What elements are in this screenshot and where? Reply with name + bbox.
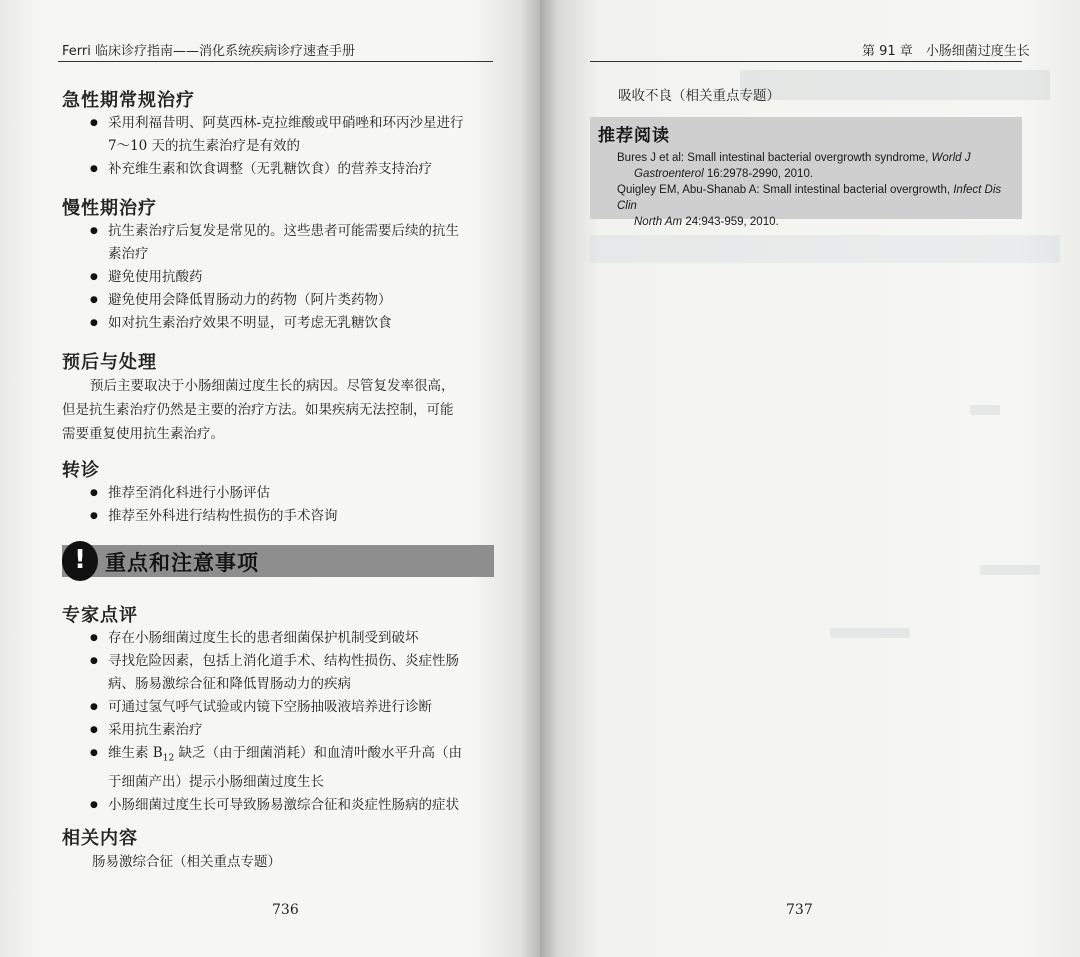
section-title-chronic: 慢性期治疗: [62, 198, 157, 219]
referral-list: [90, 482, 495, 528]
carry-over-item: 吸收不良（相关重点专题）: [618, 88, 780, 104]
section-title-acute: 急性期常规治疗: [62, 90, 195, 111]
list-item: ● 抗生素治疗后复发是常见的。这些患者可能需要后续的抗生 素治疗: [90, 220, 495, 266]
prognosis-line-3: 需要重复使用抗生素治疗。: [62, 426, 224, 442]
page-number-right: 737: [786, 902, 813, 918]
list-item: ● 补充维生素和饮食调整（无乳糖饮食）的营养支持治疗: [90, 158, 495, 181]
prognosis-line-2: 但是抗生素治疗仍然是主要的治疗方法。如果疾病无法控制，可能: [62, 402, 454, 418]
list-item: ● 维生素 $B_{12}$ 缺乏（由于细菌消耗）和血清叶酸水平升高（由 于细菌产出）提示小肠细菌过度生长: [90, 742, 495, 794]
running-head-right: 第 91 章 小肠细菌过度生长: [862, 44, 1030, 59]
reference-2: Quigley EM, Abu-Shanab A: Small intestinal bacterial overgrowth, Infect Dis Clin North Am 24:943-959, 2010.: [617, 184, 1002, 228]
list-item: ● 存在小肠细菌过度生长的患者细菌保护机制受到破坏: [90, 627, 495, 650]
list-item: ● 可通过氢气呼气试验或内镜下空肠抽吸液培养进行诊断: [90, 696, 495, 719]
exclamation-icon: !: [62, 541, 98, 581]
prognosis-line-1: 预后主要取决于小肠细菌过度生长的病因。尽管复发率很高，: [90, 378, 455, 394]
list-item: ● 避免使用抗酸药: [90, 266, 495, 289]
header-rule-left: [58, 61, 493, 62]
chronic-list: [90, 220, 495, 335]
recommended-reading-title: 推荐阅读: [598, 126, 670, 146]
page-number-left: 736: [272, 902, 299, 918]
list-item: ● 避免使用会降低胃肠动力的药物（阿片类药物）: [90, 289, 495, 312]
list-item: ● 小肠细菌过度生长可导致肠易激综合征和炎症性肠病的症状: [90, 794, 495, 817]
section-title-related: 相关内容: [62, 828, 138, 849]
related-item: 肠易激综合征（相关重点专题）: [92, 854, 281, 870]
list-item: ● 推荐至外科进行结构性损伤的手术咨询: [90, 505, 495, 528]
list-item: ● 如对抗生素治疗效果不明显，可考虑无乳糖饮食: [90, 312, 495, 335]
list-item: ● 采用抗生素治疗: [90, 719, 495, 742]
header-rule-right: [590, 61, 1022, 62]
section-title-expert: 专家点评: [62, 605, 138, 626]
list-item: ● 采用利福昔明、阿莫西林-克拉维酸或甲硝唑和环丙沙星进行 7～10 天的抗生素治疗是有效的: [90, 112, 495, 158]
section-title-prognosis: 预后与处理: [62, 352, 157, 373]
section-title-referral: 转诊: [62, 460, 100, 481]
running-head-left: Ferri 临床诊疗指南——消化系统疾病诊疗速查手册: [62, 44, 355, 59]
banner-title: 重点和注意事项: [105, 551, 259, 575]
reference-1: Bures J et al: Small intestinal bacterial overgrowth syndrome, World J Gastroenterol 16:2978-2990, 2010.: [617, 152, 971, 180]
list-item: ● 寻找危险因素，包括上消化道手术、结构性损伤、炎症性肠 病、肠易激综合征和降低胃肠动力的疾病: [90, 650, 495, 696]
list-item: ● 推荐至消化科进行小肠评估: [90, 482, 495, 505]
expert-list: [90, 627, 495, 817]
acute-list: [90, 112, 495, 181]
